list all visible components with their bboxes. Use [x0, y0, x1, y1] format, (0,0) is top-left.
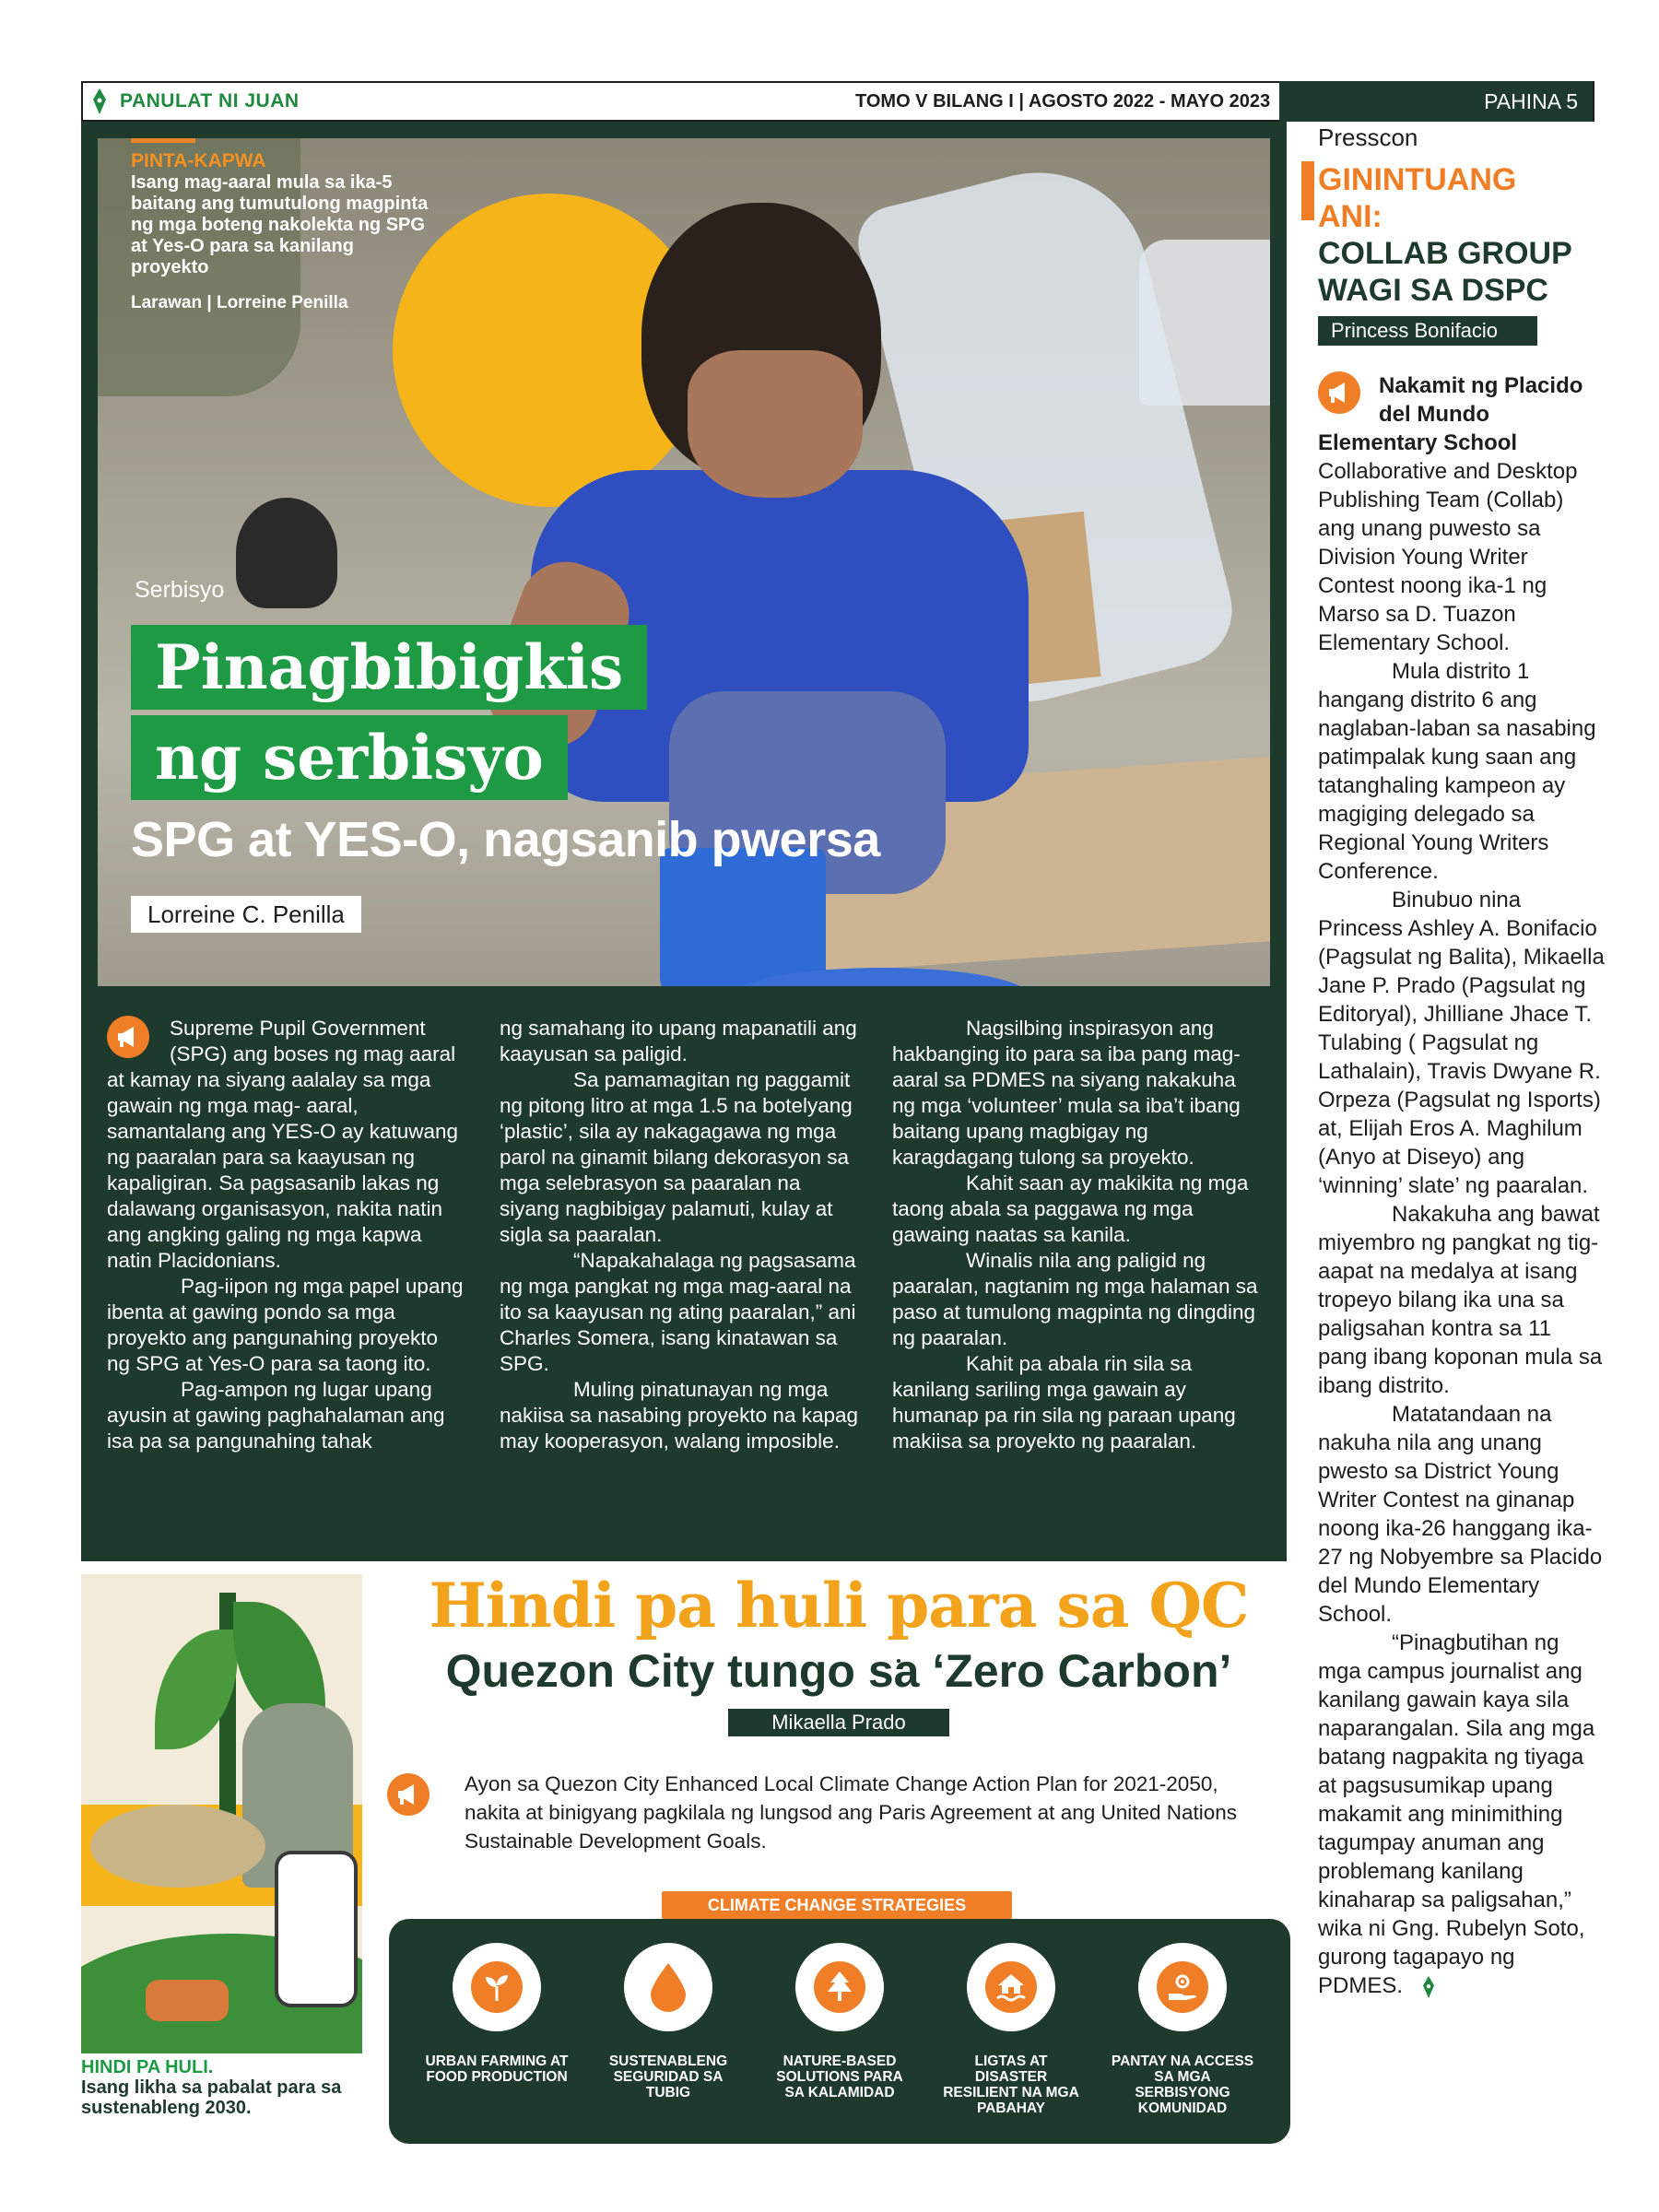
- paragraph: Pag-ampon ng lugar upang ayusin at gawing paghahalaman ang isa pa sa pangunahing tahak: [107, 1378, 445, 1453]
- house-flood-icon: [985, 1961, 1037, 2013]
- paragraph: Kahit saan ay makikita ng mga taong abala sa paggawa ng mga gawaing naatas sa kanila.: [892, 1171, 1249, 1246]
- sidebar-section-label: Presscon: [1318, 124, 1418, 151]
- headline-line-1: Pinagbibigkis: [131, 625, 647, 710]
- sidebar-body: [1318, 371, 1606, 2000]
- strategy-item: [594, 1943, 742, 2144]
- sidebar-byline: Princess Bonifacio: [1318, 316, 1537, 346]
- illustration-caption-text: Isang likha sa pabalat para sa sustenableng 2030.: [81, 2077, 342, 2118]
- page-header: [81, 81, 1594, 122]
- cover-illustration: [81, 1574, 362, 2053]
- megaphone-icon: [387, 1773, 429, 1816]
- qc-subheadline: Quezon City tungo sa ‘Zero Carbon’: [445, 1645, 1232, 1697]
- sprout-icon: [471, 1961, 523, 2013]
- sidebar-headline: [1301, 161, 1606, 309]
- sidebar-headline-line-2: ANI:: [1318, 199, 1382, 234]
- paragraph: Muling pinatunayan ng mga nakiisa sa nasabing proyekto na kapag may kooperasyon, walang imposible.: [500, 1378, 859, 1453]
- paragraph: Sa pamamagitan ng paggamit ng pitong litro at mga 1.5 na botelyang ‘plastic’, sila ay nakagagawa ng mga parol na ginamit bilang dekorasyon sa mga selebrasyon sa paaralan na siyang nagbibigay palamuti, kulay at sigla sa paaralan.: [500, 1068, 853, 1246]
- strategy-label: NATURE-BASED SOLUTIONS PARA SA KALAMIDAD: [776, 2053, 903, 2100]
- sidebar-headline-line-3: COLLAB GROUP: [1318, 236, 1572, 271]
- qc-lead: [387, 1770, 1272, 1855]
- paragraph: Nakakuha ang bawat miyembro ng pangkat ng tig-aapat na medalya at isang tropeyo bilang ika una sa paligsahan kontra sa 11 pang ibang koponan mula sa ibang distrito.: [1318, 1202, 1603, 1398]
- qc-byline: Mikaella Prado: [728, 1709, 949, 1736]
- caption-kicker: PINTA-KAPWA: [131, 150, 266, 171]
- water-drop-icon: [642, 1961, 694, 2013]
- page-number: PAHINA 5: [1279, 81, 1593, 122]
- paragraph: “Napakahalaga ng pagsasama ng mga pangkat ng mga mag-aaral na ito sa kaayusan ng ating paaralan,” ani Charles Somera, isang kinatawan sa SPG.: [500, 1249, 856, 1375]
- paragraph: Binubuo nina Princess Ashley A. Bonifacio (Pagsulat ng Balita), Mikaella Jane P. Prado (Pagsulat ng Editoryal), Jhilliane Jhace T. Tulabing ( Pagsulat ng Lathalain), Travis Dwyane R. Orpeza (Pagsulat ng Isports) at, Elijah Eros A. Maghilum (Anyo at Diseyo) ang ‘winning’ slate’ ng paaralan.: [1318, 888, 1605, 1198]
- sidebar-headline-line-1: GININTUANG: [1318, 162, 1517, 197]
- hand-gear-icon: [1157, 1961, 1208, 2013]
- byline: Lorreine C. Penilla: [131, 896, 361, 933]
- issue-info: TOMO V BILANG I | AGOSTO 2022 - MAYO 2023: [855, 91, 1271, 112]
- sidebar-article: [1301, 124, 1606, 2000]
- strategies-panel: [389, 1919, 1290, 2144]
- headline-line-2: ng serbisyo: [131, 715, 568, 800]
- strategy-label: SUSTENABLENG SEGURIDAD SA TUBIG: [608, 2053, 728, 2100]
- strategy-item: [937, 1943, 1085, 2144]
- strategy-item: [1109, 1943, 1256, 2144]
- paragraph: Pag-iipon ng mga papel upang ibenta at gawing pondo sa mga proyekto ang pangunahing proyekto ng SPG at Yes-O para sa taong ito.: [107, 1275, 464, 1375]
- paragraph: Nagsilbing inspirasyon ang hakbanging ito para sa iba pang mag-aaral sa PDMES na siyang nakakuha ng mga ‘volunteer’ mula sa iba’t ibang baitang upang magbigay ng karagdagang tulong sa proyekto.: [892, 1017, 1241, 1169]
- qc-article-header: [387, 1567, 1290, 1736]
- caption-body: Isang mag-aaral mula sa ika-5 baitang ang tumutulong magpinta ng mga boteng nakolekta ng SPG at Yes-O para sa kanilang proyekto: [131, 172, 429, 277]
- article-column-1: [107, 1016, 466, 1454]
- subheadline: SPG at YES-O, nagsanib pwersa: [131, 812, 880, 867]
- strategy-label: URBAN FARMING AT FOOD PRODUCTION: [425, 2053, 569, 2085]
- paragraph: Supreme Pupil Government (SPG) ang boses ng mag aaral at kamay na siyang aalalay sa mga gawain ng mga mag- aaral, samantalang ang YES-O ay katuwang ng paaralan para sa kaayusan ng kapaligiran. Sa pagsasanib lakas ng dalawang organisasyon, nakita natin ang angking galing ng mga kapwa natin Placidonians.: [107, 1017, 459, 1272]
- qc-headline: Hindi pa huli para sa QC: [429, 1570, 1249, 1641]
- paragraph: Mula distrito 1 hangang distrito 6 ang naglaban-laban sa nasabing patimpalak kung saan ang tatanghaling kampeon ay magiging delegado sa Regional Young Writers Conference.: [1318, 659, 1596, 884]
- paragraph: Matatandaan na nakuha nila ang unang pwesto sa District Young Writer Contest na ginanap noong ika-26 hanggang ika-27 ng Nobyembre sa Placido del Mundo Elementary School.: [1318, 1402, 1603, 1627]
- sidebar-lead-bold: Nakamit ng Placido del Mundo Elementary School: [1318, 373, 1583, 455]
- megaphone-icon: [1318, 371, 1360, 414]
- end-mark-icon: [1422, 1976, 1435, 1998]
- publication-masthead: [83, 88, 300, 114]
- strategies-label: CLIMATE CHANGE STRATEGIES: [662, 1891, 1012, 1919]
- strategy-item: [423, 1943, 571, 2144]
- paragraph: Ayon sa Quezon City Enhanced Local Climate Change Action Plan for 2021-2050, nakita at binigyang pagkilala ng lungsod ang Paris Agreement at ang United Nations Sustainable Development Goals.: [465, 1772, 1238, 1853]
- paragraph: [1318, 1629, 1606, 2000]
- quote-text: “Pinagbutihan ng mga campus journalist ang kanilang gawain kaya sila naparangalan. Sila ang mga batang nagpakita ng tiyaga at pagsusumikap upang makamit ang minimithing tagumpay anuman ang problemang kanilang kinaharap sa paligsahan,” wika ni Gng. Rubelyn Soto, gurong tagapayo ng PDMES.: [1318, 1630, 1595, 1998]
- section-label: Serbisyo: [135, 577, 225, 603]
- strategy-item: [766, 1943, 913, 2144]
- tree-icon: [814, 1961, 865, 2013]
- illustration-caption-kicker: HINDI PA HULI.: [81, 2057, 214, 2077]
- photo-credit: Larawan | Lorreine Penilla: [131, 293, 348, 312]
- paragraph: Kahit pa abala rin sila sa kanilang sariling mga gawain ay humanap pa rin sila ng paraan upang makiisa sa proyekto ng paaralan.: [892, 1352, 1236, 1453]
- article-column-3: [892, 1016, 1261, 1454]
- strategy-label: LIGTAS AT DISASTER RESILIENT NA MGA PABAHAY: [943, 2053, 1079, 2116]
- illustration-caption: [81, 2057, 376, 2118]
- publication-name: PANULAT NI JUAN: [120, 90, 300, 112]
- article-column-2: [500, 1016, 865, 1454]
- paragraph: Collaborative and Desktop Publishing Team (Collab) ang unang puwesto sa Division Young Writer Contest noong ika-1 ng Marso sa D. Tuazon Elementary School.: [1318, 459, 1578, 655]
- sidebar-headline-line-4: WAGI SA DSPC: [1318, 273, 1548, 308]
- paragraph: ng samahang ito upang mapanatili ang kaayusan sa paligid.: [500, 1017, 857, 1065]
- megaphone-icon: [107, 1016, 149, 1058]
- strategy-label: PANTAY NA ACCESS SA MGA SERBISYONG KOMUNIDAD: [1111, 2053, 1254, 2116]
- article-columns: [81, 1016, 1287, 1532]
- pen-nib-icon: [92, 88, 107, 114]
- feature-body: [81, 122, 1287, 1561]
- paragraph: Winalis nila ang paligid ng paaralan, nagtanim ng mga halaman sa paso at tumulong magpinta ng dingding ng paaralan.: [892, 1249, 1258, 1349]
